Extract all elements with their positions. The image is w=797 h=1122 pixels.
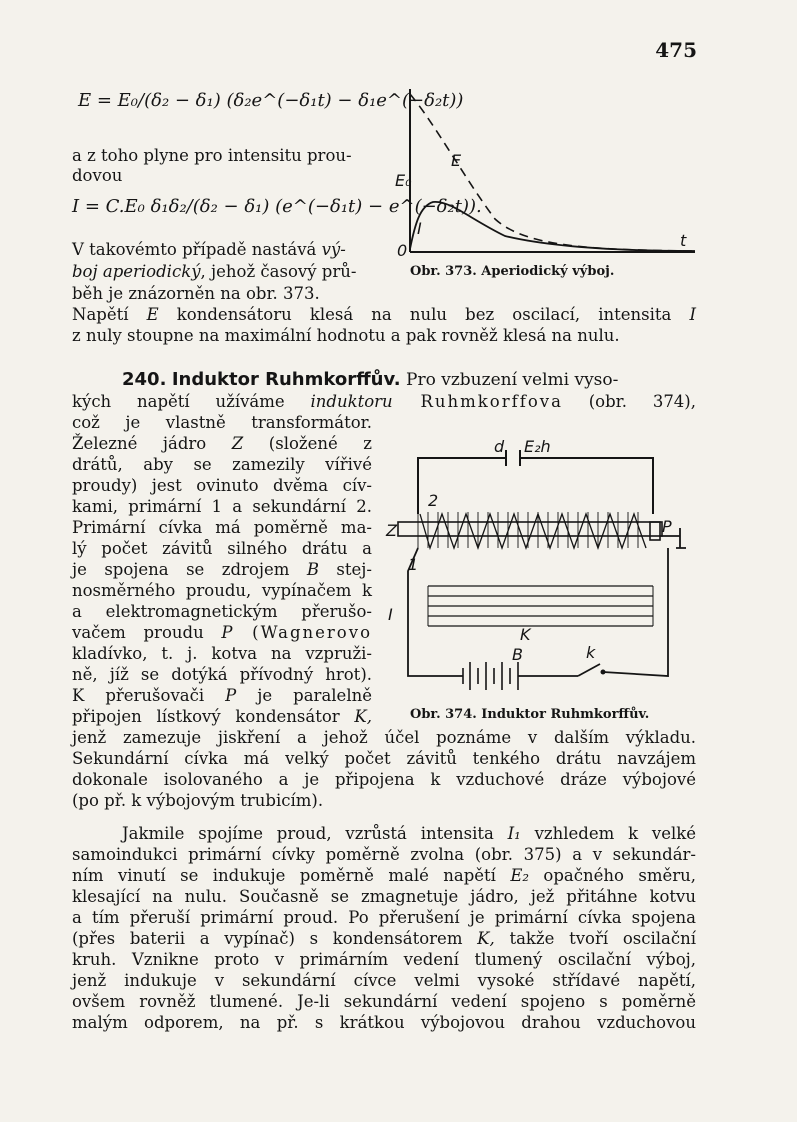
text-run-italic: K, (477, 929, 495, 948)
text-run-italic: P (225, 686, 237, 705)
text-run: opačného směru, (529, 866, 696, 885)
text-line (122, 824, 696, 845)
text-line: kruh. Vznikne proto v primárním vedení tlumený oscilační výboj, (72, 950, 696, 969)
secondary-coil (420, 514, 646, 548)
secondary-circuit (418, 458, 653, 514)
text-line: malým odporem, na př. s krátkou výbojovou drahou vzduchovou (72, 1013, 696, 1032)
text-line: drátů, aby se zamezily vířivé (72, 455, 372, 474)
label-z: Z (386, 521, 397, 540)
text-line: klesající na nulu. Současně se zmagnetuje jádro, jež přitáhne kotvu (72, 887, 696, 906)
label-i: I (417, 219, 422, 238)
label-1: 1 (408, 555, 419, 574)
label-p: P (662, 517, 672, 536)
text-run: Jakmile spojíme proud, vzrůstá intensita (122, 824, 508, 843)
label-ezh: E₂h (524, 437, 551, 456)
text-run: (složené z (243, 434, 372, 453)
text-run: takže tvoří oscilační (494, 929, 697, 948)
text-line (72, 240, 346, 261)
text-line: a z toho plyne pro intensitu prou- (72, 146, 352, 165)
text-run-italic: K, (354, 707, 372, 726)
text-line (72, 707, 372, 728)
text-run: vzhledem k velké (520, 824, 697, 843)
interrupter-hammer (650, 522, 660, 540)
label-t: t (680, 231, 687, 250)
text-run: , jehož časový prů- (200, 262, 357, 281)
label-2: 2 (428, 491, 439, 510)
text-run: (přes baterii a vypínač) s kondensátorem (72, 929, 478, 948)
text-run: kondensátoru klesá na nulu bez oscilací, intensita (158, 305, 690, 324)
label-e0: E₀ (395, 171, 412, 190)
switch-contact (601, 670, 606, 675)
label-i: I (388, 605, 393, 624)
text-run-italic: Z (231, 434, 244, 453)
text-run-italic: induktoru (310, 392, 393, 411)
text-line (72, 560, 372, 581)
text-line (72, 623, 372, 644)
figure-373 (395, 84, 695, 264)
text-line: z nuly stoupne na maximální hodnotu a pak rovněž klesá na nulu. (72, 326, 620, 345)
text-line: ně, jíž se dotýká přívodný hrot). (72, 665, 372, 684)
figure-374 (388, 436, 698, 696)
equation-e: E = E₀/(δ₂ − δ₁) (δ₂e^(−δ₁t) − δ₁e^(−δ₂t)) (78, 90, 464, 111)
text-line (72, 305, 696, 326)
text-run-italic: boj aperiodický (72, 262, 201, 281)
text-run: (obr. 374), (562, 392, 696, 411)
battery-cells (463, 662, 518, 690)
text-line (72, 686, 372, 707)
section-heading (122, 370, 618, 391)
text-line (72, 929, 696, 950)
figure-374-caption: Obr. 374. Induktor Ruhmkorffův. (410, 707, 650, 722)
text-run-italic: I₁ (507, 824, 521, 843)
section-title: Induktor Ruhmkorffův. (171, 369, 401, 390)
primary-circuit (408, 548, 668, 676)
text-line: Sekundární cívka má velký počet závitů tenkého drátu navzájem (72, 749, 696, 768)
label-k-capacitor: K (520, 625, 531, 644)
text-line (72, 392, 696, 413)
text-line: a elektromagnetickým přerušo- (72, 602, 372, 621)
text-run-italic: E₂ (510, 866, 530, 885)
text-run: Železné jádro (72, 434, 232, 453)
text-run: Napětí (72, 305, 147, 324)
page-number: 475 (655, 38, 697, 62)
text-line (72, 866, 696, 887)
section-intro: Pro vzbuzení velmi vyso- (400, 370, 619, 390)
text-run: ním vinutí se indukuje poměrně malé napětí (72, 866, 511, 885)
text-line: kami, primární 1 a sekundární 2. (72, 497, 372, 516)
section-number: 240. (122, 369, 167, 390)
text-run-spaced: (Wagnerovo (232, 623, 372, 642)
text-line: což je vlastně transformátor. (72, 413, 372, 432)
text-line (72, 434, 372, 455)
text-line: Primární cívka má poměrně ma- (72, 518, 372, 537)
equation-i: I = C.E₀ δ₁δ₂/(δ₂ − δ₁) (e^(−δ₁t) − e^(−δ₂t)). (72, 196, 482, 217)
text-run: stej- (318, 560, 372, 579)
switch-blade (578, 664, 600, 676)
text-line: ovšem rovněž tlumené. Je-li sekundární vedení spojeno s poměrně (72, 992, 696, 1011)
text-line: nosměrného proudu, vypínačem k (72, 581, 372, 600)
text-run-italic: I (689, 305, 696, 324)
capacitor-plates (428, 586, 653, 626)
text-line: proudy) jest ovinuto dvěma cív- (72, 476, 372, 495)
text-line: kladívko, t. j. kotva na vzpruži- (72, 644, 372, 663)
text-run: K přerušovači (72, 686, 226, 705)
figure-373-caption: Obr. 373. Aperiodický výboj. (410, 264, 615, 279)
text-run: je spojena se zdrojem (72, 560, 307, 579)
label-origin: 0 (397, 241, 408, 260)
text-line: (po př. k výbojovým trubicím). (72, 791, 324, 810)
text-run: je paralelně (236, 686, 372, 705)
text-line: dovou (72, 166, 123, 185)
label-e: E (451, 151, 462, 170)
text-run: V takovémto případě nastává (72, 240, 322, 259)
text-line: běh je znázorněn na obr. 373. (72, 284, 320, 303)
text-line: jenž zamezuje jiskření a jehož účel poznáme v dalším výkladu. (72, 728, 696, 747)
label-k-switch: k (586, 643, 596, 662)
label-b: B (512, 645, 523, 664)
text-run: připojen lístkový kondensátor (72, 707, 355, 726)
text-run-italic: P (221, 623, 233, 642)
text-run-italic: E (146, 305, 159, 324)
text-line: a tím přeruší primární proud. Po přerušení je primární cívka spojena (72, 908, 696, 927)
text-line: dokonale isolovaného a je připojena k vzduchové dráze výbojové (72, 770, 696, 789)
voltage-curve-e (410, 94, 695, 251)
label-d: d (494, 437, 505, 456)
text-line: samoindukci primární cívky poměrně zvolna (obr. 375) a v sekundár- (72, 845, 696, 864)
current-curve-i (410, 202, 695, 251)
text-line: lý počet závitů silného drátu a (72, 539, 372, 558)
text-run: vačem proudu (72, 623, 222, 642)
text-run-italic: vý- (321, 240, 346, 259)
text-run-spaced: Ruhmkorffova (392, 392, 563, 411)
text-line (72, 262, 356, 283)
text-run-italic: B (306, 560, 319, 579)
text-run: kých napětí užíváme (72, 392, 311, 411)
text-line: jenž indukuje v sekundární cívce velmi vysoké střídavé napětí, (72, 971, 696, 990)
